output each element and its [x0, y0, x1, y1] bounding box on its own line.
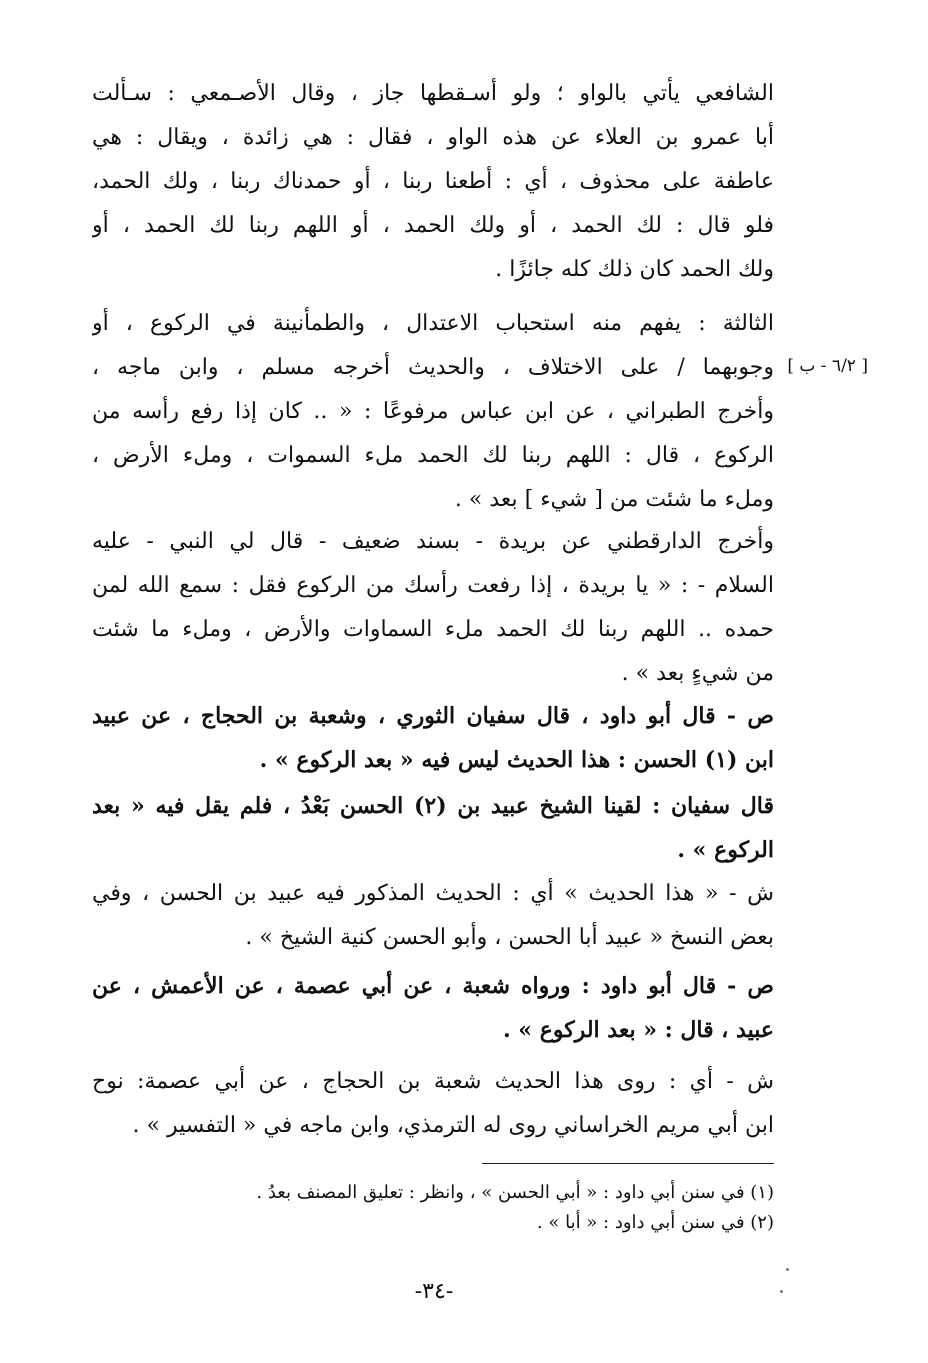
paragraph-5 [92, 784, 774, 872]
page-number: -٣٤- [414, 1279, 454, 1304]
footnote-divider [482, 1163, 774, 1164]
text-line: ابن (١) الحسن : هذا الحديث ليس فيه « بعد الركوع » . [259, 747, 774, 773]
scan-speck [786, 1268, 789, 1271]
paragraph-4 [92, 694, 774, 782]
text-line: فلو قال : لك الحمد ، أو ولك الحمد ، أو اللهم ربنا لك الحمد ، أو [92, 213, 774, 238]
paragraph-7 [92, 964, 774, 1052]
text-line: وملء ما شئت من [ شيء ] بعد » . [454, 487, 774, 512]
text-line: وأخرج الدارقطني عن بريدة - بسند ضعيف - قال لي النبي - عليه [92, 529, 774, 554]
text-line: بعض النسخ « عبيد أبا الحسن ، وأبو الحسن كنية الشيخ » . [245, 925, 774, 950]
text-line: الثالثة : يفهم منه استحباب الاعتدال ، والطمأنينة في الركوع ، أو [92, 311, 774, 336]
text-line: وجوبهما / على الاختلاف ، والحديث أخرجه مسلم ، وابن ماجه ، [92, 355, 774, 380]
footnote-1: (١) في سنن أبي داود : « أبي الحسن » ، وانظر : تعليق المصنف بعدُ . [256, 1182, 774, 1203]
text-line: ابن أبي مريم الخراساني روى له الترمذي، وابن ماجه في « التفسير » . [132, 1113, 774, 1138]
text-line: ش - « هذا الحديث » أي : الحديث المذكور فيه عبيد بن الحسن ، وفي [92, 881, 774, 906]
text-line: الركوع ، قال : اللهم ربنا لك الحمد ملء السموات ، وملء الأرض ، [92, 443, 774, 468]
footnote-2: (٢) في سنن أبي داود : « أبا » . [536, 1212, 774, 1233]
text-line: ولك الحمد كان ذلك كله جائزًا . [495, 257, 774, 282]
text-line: ش - أي : روى هذا الحديث شعبة بن الحجاج ، عن أبي عصمة: نوح [92, 1069, 774, 1094]
text-line: الشافعي يأتي بالواو ؛ ولو أسـقطها جاز ، وقال الأصـمعي : سـألت [92, 81, 774, 106]
paragraph-8 [92, 1060, 774, 1148]
text-line: حمده .. اللهم ربنا لك الحمد ملء السماوات والأرض ، وملء ما شئت [92, 617, 774, 642]
paragraph-6 [92, 872, 774, 960]
scan-speck [780, 1290, 783, 1293]
margin-manuscript-reference: [ ٦/٢ - ب ] [787, 356, 868, 376]
text-line: السلام - : « يا بريدة ، إذا رفعت رأسك من الركوع فقل : سمع الله لمن [92, 573, 774, 598]
text-line: عبيد ، قال : « بعد الركوع » . [502, 1017, 774, 1043]
text-line: ص - قال أبو داود : ورواه شعبة ، عن أبي عصمة ، عن الأعمش ، عن [92, 973, 774, 999]
text-line: الركوع » . [677, 837, 774, 863]
text-line: أبا عمرو بن العلاء عن هذه الواو ، فقال : هي زائدة ، ويقال : هي [92, 125, 774, 150]
text-line: ص - قال أبو داود ، قال سفيان الثوري ، وشعبة بن الحجاج ، عن عبيد [92, 703, 774, 729]
footnotes [92, 1178, 774, 1238]
text-line: من شيءٍ بعد » . [621, 661, 774, 686]
text-line: عاطفة على محذوف ، أي : أطعنا ربنا ، أو حمدناك ربنا ، ولك الحمد، [92, 169, 774, 194]
text-line: قال سفيان : لقينا الشيخ عبيد بن (٢) الحسن بَعْدُ ، فلم يقل فيه « بعد [92, 793, 774, 819]
paragraph-1 [92, 72, 774, 292]
paragraph-2 [92, 302, 774, 522]
text-line: وأخرج الطبراني ، عن ابن عباس مرفوعًا : « .. كان إذا رفع رأسه من [92, 399, 774, 424]
paragraph-3 [92, 520, 774, 696]
